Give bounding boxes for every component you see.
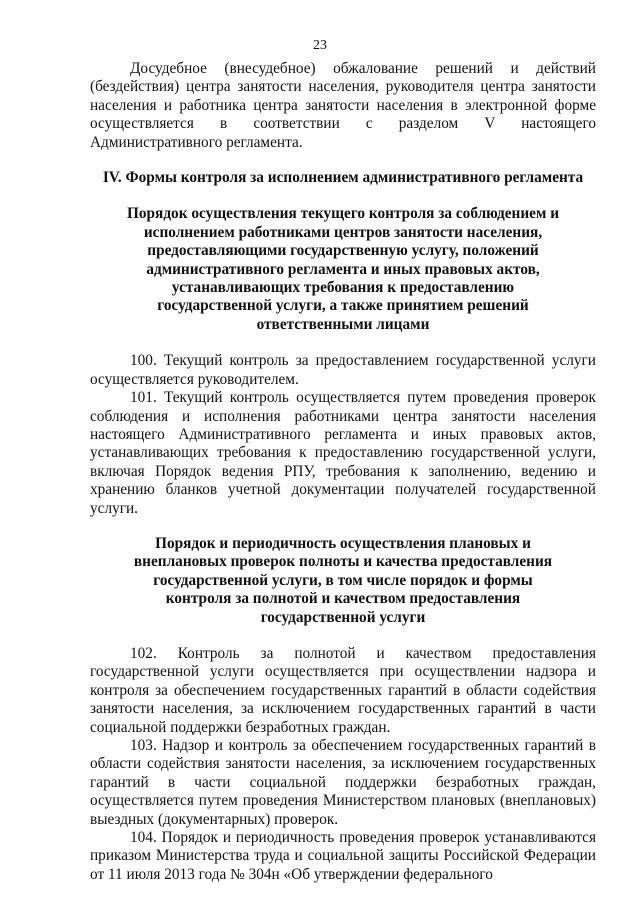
intro-paragraph: Досудебное (внесудебное) обжалование решений и действий (бездействия) центра занятости населения, руководителя центра занятости населения и работника центра занятости населения в электронной форме осуществляется в соответствии с разделом V настоящего Административного регламента. [90,60,596,151]
paragraph-100: 100. Текущий контроль за предоставлением государственной услуги осуществляется руководителем. [90,352,596,388]
paragraph-102: 102. Контроль за полнотой и качеством предоставления государственной услуги осуществляется при осуществлении надзора и контроля за обеспечением государственных гарантий в области содействия занятости населения, за исключением государственных гарантий в части социальной поддержки безработных граждан. [90,644,596,736]
paragraph-101: 101. Текущий контроль осуществляется путем проведения проверок соблюдения и исполнения работниками центра занятости населения настоящего Административного регламента и иных правовых актов, устанавливающих требования к предоставлению государственной услуги, включая Порядок ведения РПУ, требования к заполнению, ведению и хранению бланков учетной документации получателей государственной услуги. [90,389,596,517]
paragraph-104: 104. Порядок и периодичность проведения проверок устанавливаются приказом Министерства труда и социальной защиты Российской Федерации от 11 июля 2013 года № 304н «Об утверждении федерального [90,829,596,883]
page-number: 23 [313,38,327,53]
subheading-current-control: Порядок осуществления текущего контроля за соблюдением и исполнением работниками центров занятости населения, предоставляющими государственную услугу, положений административного регламента и иных правовых актов, устанавливающих требования к предоставлению государственной услуги, а также принятием решений ответственными лицами [126,205,560,333]
page-content [90,60,596,884]
section-heading: IV. Формы контроля за исполнением административного регламента [102,169,584,187]
paragraph-103: 103. Надзор и контроль за обеспечением государственных гарантий в области содействия занятости населения, за исключением государственных гарантий в части социальной поддержки безработных граждан, осуществляется путем проведения Министерством плановых (внеплановых) выездных (документарных) проверок. [90,737,596,828]
subheading-planned-inspections: Порядок и периодичность осуществления плановых и внеплановых проверок полноты и качества предоставления государственной услуги, в том числе порядок и формы контроля за полнотой и качеством предоставления государственной услуги [133,534,553,626]
